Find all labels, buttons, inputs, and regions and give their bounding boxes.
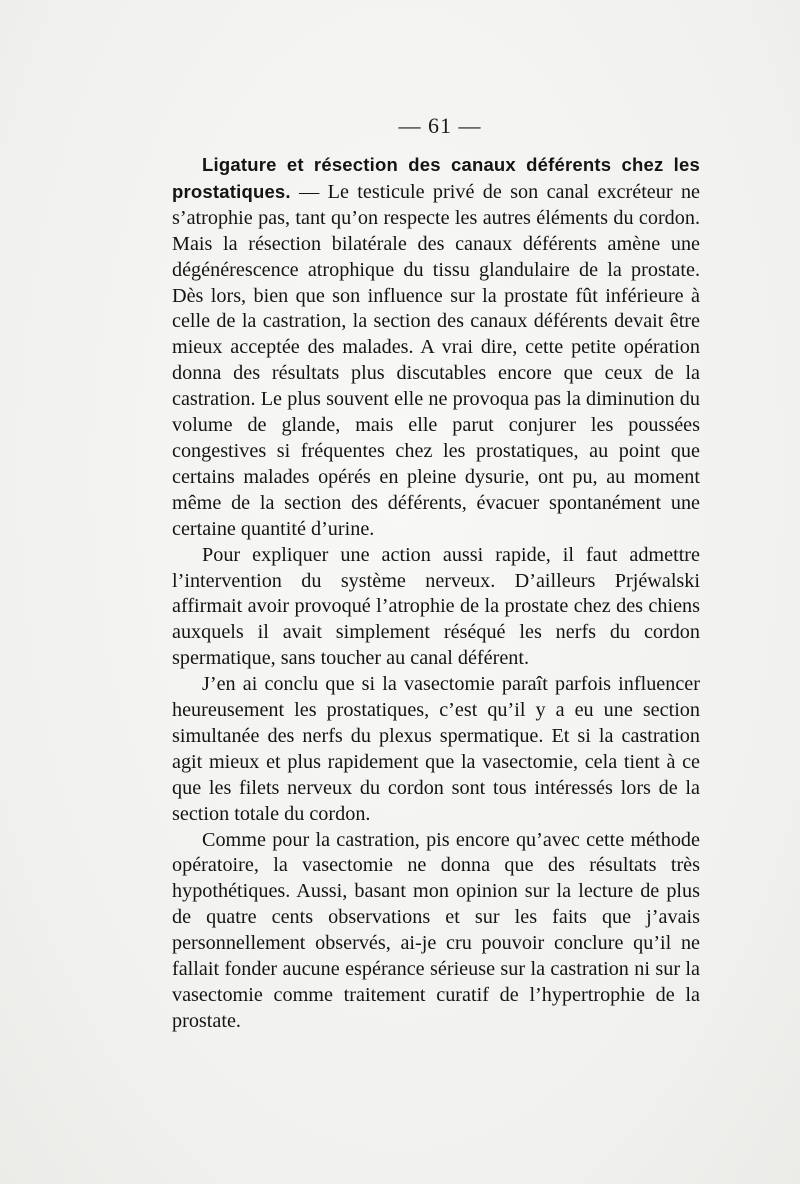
section-heading: Ligature et résection des canaux déférents chez les prostatiques.: [172, 154, 700, 202]
paragraph-4: Comme pour la castration, pis encore qu’avec cette méthode opératoire, la vasectomie ne donna que des résultats très hypothétiques. Aussi, basant mon opinion sur la lecture de plus de quatre cents observations et sur les faits que j’avais personnellement observés, ai-je cru pouvoir conclure qu’il ne fallait fonder aucune espérance sérieuse sur la castration ni sur la vasectomie comme traitement curatif de l’hypertrophie de la prostate.: [172, 828, 700, 1032]
paragraph-3: J’en ai conclu que si la vasectomie paraît parfois influencer heureusement les prostatiques, c’est qu’il y a eu une section simultanée des nerfs du plexus spermatique. Et si la castration agit mieux et plus rapidement que la vasectomie, cela tient à ce que les filets nerveux du cordon sont tous intéressés lors de la section totale du cordon.: [172, 673, 700, 825]
page-number: — 61 —: [398, 113, 482, 138]
paragraph-2: Pour expliquer une action aussi rapide, il faut admettre l’intervention du système nerveux. D’ailleurs Prjéwalski affirmait avoir provoqué l’atrophie de la prostate chez des chiens auxquels il avait simplement réséqué les nerfs du cordon spermatique, sans toucher au canal déférent.: [172, 543, 700, 670]
paragraph-1: [172, 152, 700, 543]
body-text: [172, 152, 700, 1035]
paragraph-1-body: — Le testicule privé de son canal excréteur ne s’atrophie pas, tant qu’on respecte les autres éléments du cordon. Mais la résection bilatérale des canaux déférents amène une dégénérescence atrophique du tissu glandulaire de la prostate. Dès lors, bien que son influence sur la prostate fût inférieure à celle de la castration, la section des canaux déférents devait être mieux acceptée des malades. A vrai dire, cette petite opération donna des résultats plus discutables encore que ceux de la castration. Le plus souvent elle ne provoqua pas la diminution du volume de glande, mais elle parut conjurer les poussées congestives si fréquentes chez les prostatiques, au point que certains malades opérés en pleine dysurie, ont pu, au moment même de la section des déférents, évacuer spontanément une certaine quantité d’urine.: [172, 180, 700, 540]
